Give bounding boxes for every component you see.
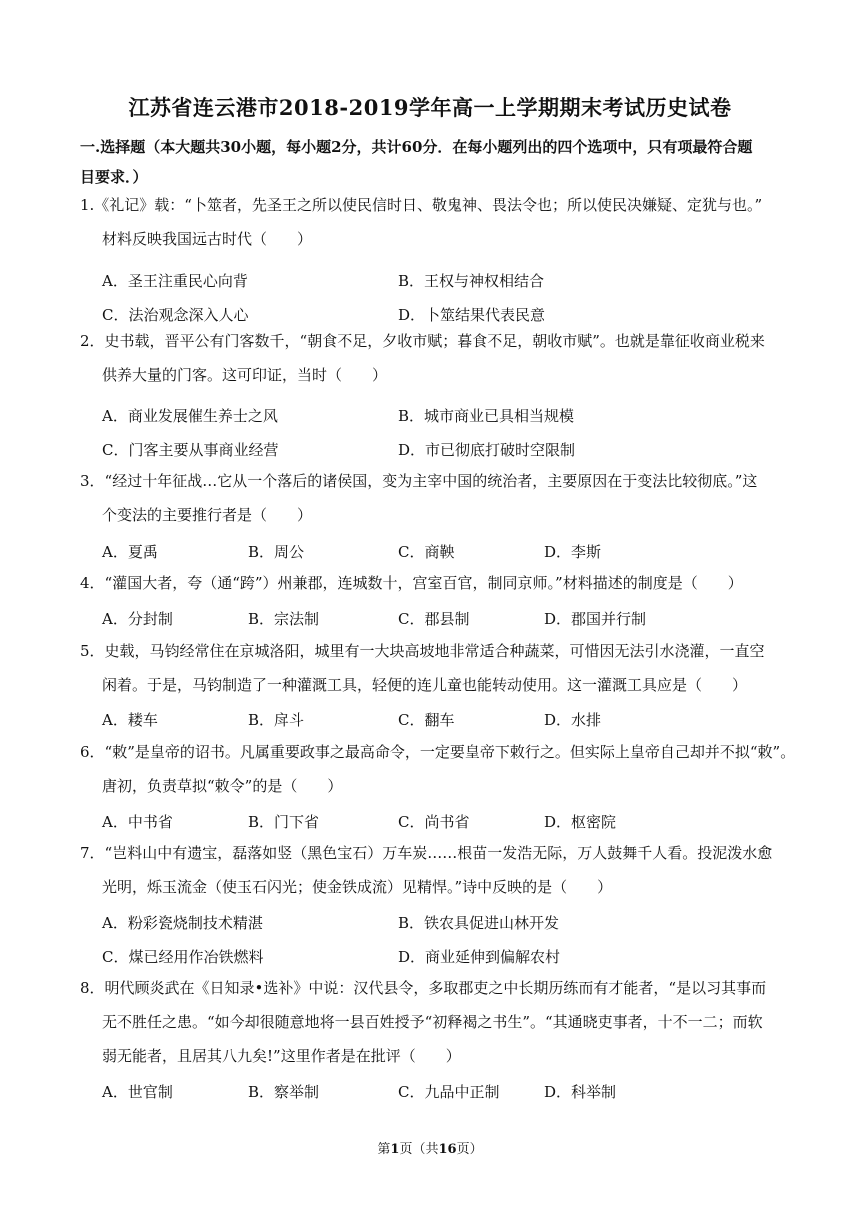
option-c[interactable]: C．门客主要从事商业经营: [102, 441, 279, 459]
option-a[interactable]: A．世官制: [102, 1083, 173, 1101]
option-a[interactable]: A．分封制: [102, 610, 173, 628]
option-c[interactable]: C．九品中正制: [398, 1083, 500, 1101]
option-b[interactable]: B．王权与神权相结合: [398, 272, 545, 290]
option-c[interactable]: C．尚书省: [398, 813, 470, 831]
question-8: [80, 971, 785, 1073]
option-b[interactable]: B．铁农具促进山林开发: [398, 914, 560, 932]
footer-middle: 页（共: [399, 1142, 439, 1157]
option-a[interactable]: A．粉彩瓷烧制技术精湛: [102, 914, 263, 932]
page-title: 江苏省连云港市2018-2019学年高一上学期期末考试历史试卷: [128, 95, 732, 120]
footer-prefix: 第: [377, 1142, 391, 1157]
option-a[interactable]: A．中书省: [102, 813, 173, 831]
section-heading: [80, 132, 785, 192]
option-d[interactable]: D．枢密院: [544, 813, 617, 831]
option-b[interactable]: B．戽斗: [248, 711, 305, 729]
option-a[interactable]: A．夏禹: [102, 543, 158, 561]
page-footer: [0, 1138, 860, 1157]
option-c[interactable]: C．郡县制: [398, 610, 470, 628]
option-d[interactable]: D．市已彻底打破时空限制: [398, 441, 576, 459]
option-b[interactable]: B．周公: [248, 543, 305, 561]
question-6: [80, 735, 796, 803]
question-text: 供养大量的门客。这可印证，当时（ ）: [102, 366, 388, 384]
option-a[interactable]: A．圣王注重民心向背: [102, 272, 248, 290]
option-c[interactable]: C．商鞅: [398, 543, 455, 561]
question-text: 材料反映我国远古时代（ ）: [102, 230, 313, 248]
question-text: 8．明代顾炎武在《日知录•选补》中说：汉代县令，多取郡吏之中长期历练而有才能者，“是以习其事而: [80, 979, 767, 997]
question-4: [80, 566, 785, 600]
section-heading-line2: 目要求．）: [80, 168, 148, 186]
option-d[interactable]: D．卜筮结果代表民意: [398, 306, 546, 324]
question-text: 5．史载，马钧经常住在京城洛阳，城里有一大块高坡地非常适合种蔬菜，可惜因无法引水浇灌，一直空: [80, 642, 765, 660]
option-c[interactable]: C．煤已经用作冶铁燃料: [102, 948, 264, 966]
option-c[interactable]: C．翻车: [398, 711, 455, 729]
option-d[interactable]: D．商业延伸到偏解农村: [398, 948, 561, 966]
question-text: 6．“敕”是皇帝的诏书。凡属重要政事之最高命令，一定要皇帝下敕行之。但实际上皇帝自己却并不拟“敕”。: [80, 743, 796, 761]
question-text: 1.《礼记》载：“卜筮者，先圣王之所以使民信时日、敬鬼神、畏法令也；所以使民决嫌疑、定犹与也。”: [80, 196, 763, 214]
question-text: 闲着。于是，马钧制造了一种灌溉工具，轻便的连儿童也能转动使用。这一灌溉工具应是（ ）: [102, 676, 748, 694]
option-d[interactable]: D．水排: [544, 711, 602, 729]
footer-page-number: 1: [390, 1142, 400, 1157]
question-5: [80, 634, 785, 702]
question-1: [80, 188, 785, 256]
question-text: 个变法的主要推行者是（ ）: [102, 506, 313, 524]
question-text: 唐初，负责草拟“敕令”的是（ ）: [102, 777, 343, 795]
question-text: 无不胜任之患。“如今却很随意地将一县百姓授予“初释褐之书生”。“其通晓吏事者，十不一二；而软: [102, 1013, 763, 1031]
question-3: [80, 464, 785, 532]
option-c[interactable]: C．法治观念深入人心: [102, 306, 249, 324]
section-heading-line1: 一.选择题（本大题共30小题，每小题2分，共计60分．在每小题列出的四个选项中，只有项最符合题: [80, 138, 753, 156]
question-text: 弱无能者，且居其八九矣!”这里作者是在批评（ ）: [102, 1047, 461, 1065]
option-a[interactable]: A．耧车: [102, 711, 158, 729]
option-b[interactable]: B．门下省: [248, 813, 320, 831]
question-2: [80, 324, 785, 392]
question-7: [80, 836, 785, 904]
option-d[interactable]: D．李斯: [544, 543, 602, 561]
option-d[interactable]: D．科举制: [544, 1083, 617, 1101]
option-b[interactable]: B．城市商业已具相当规模: [398, 407, 575, 425]
question-text: 4．“灌国大者，夸（通“跨”）州兼郡，连城数十，宫室百官，制同京师。”材料描述的制度是（ ）: [80, 574, 743, 592]
option-a[interactable]: A．商业发展催生养士之风: [102, 407, 278, 425]
question-text: 3．“经过十年征战…它从一个落后的诸侯国，变为主宰中国的统治者，主要原因在于变法比较彻底。”这: [80, 472, 758, 490]
option-b[interactable]: B．宗法制: [248, 610, 320, 628]
option-b[interactable]: B．察举制: [248, 1083, 320, 1101]
question-text: 2．史书载，晋平公有门客数千，“朝食不足，夕收市赋；暮食不足，朝收市赋”。也就是靠征收商业税来: [80, 332, 765, 350]
footer-suffix: 页）: [456, 1142, 483, 1157]
question-text: 光明，烁玉流金（使玉石闪光；使金铁成流）见精悍。”诗中反映的是（ ）: [102, 878, 613, 896]
question-text: 7．“岂料山中有遗宝，磊落如竖（黑色宝石）万车炭……根苗一发浩无际，万人鼓舞千人看。投泥泼水愈: [80, 844, 773, 862]
option-d[interactable]: D．郡国并行制: [544, 610, 647, 628]
footer-total-pages: 16: [438, 1142, 457, 1157]
